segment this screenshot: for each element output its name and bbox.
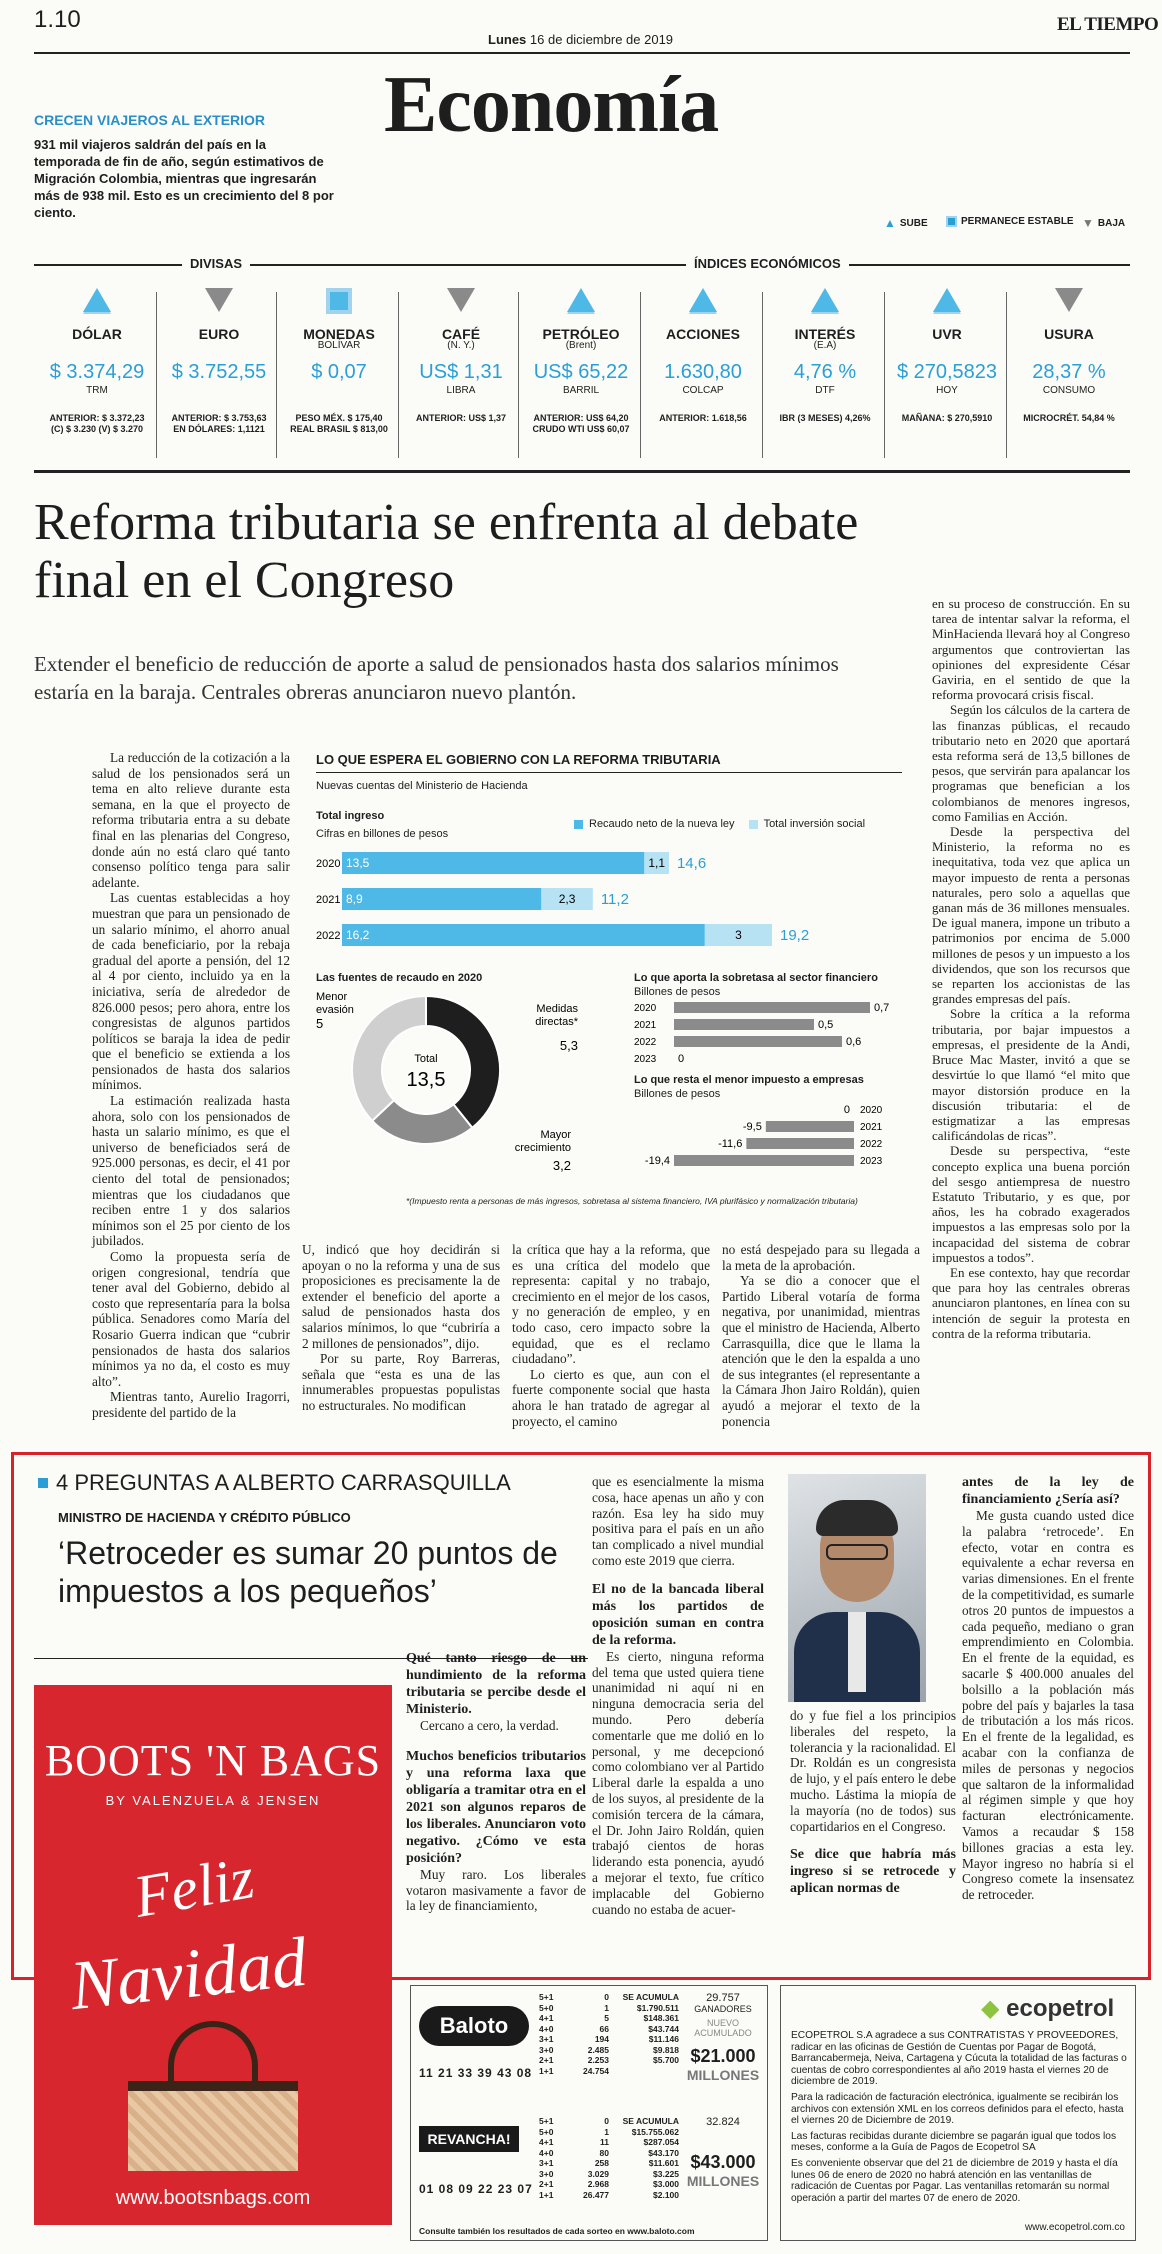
indicator-value: $ 270,5823: [896, 361, 998, 383]
lottery-row: [539, 2013, 679, 2024]
bar-bank-surcharge: [674, 1019, 814, 1030]
article-paragraph: Como la propuesta sería de origen congresional, tendría que tener aval del Gobierno, debido al costo que representaría para la bolsa pública. Senadores como María del Rosario Guerra indican que “cubrir pensionados de hasta dos salarios mínimos ya no da, el costo es muy alto”.: [92, 1249, 290, 1389]
bar-value-label: 16,2: [346, 928, 370, 942]
bar-total-label: 19,2: [780, 927, 810, 944]
page-date: Lunes 16 de diciembre de 2019: [488, 32, 674, 47]
indicator-dólar: [36, 288, 158, 435]
indicator-name: INTERÉS: [794, 326, 856, 342]
bar-company-tax: [746, 1138, 854, 1149]
indicator-café: [400, 288, 522, 424]
pie-slice-value: 5,3: [559, 1038, 578, 1053]
bar-value-label: -9,5: [742, 1121, 762, 1133]
lottery-cell: 1: [604, 2002, 609, 2013]
indicator-value: 1.630,80: [664, 361, 742, 383]
indicator-name: DÓLAR: [72, 326, 122, 342]
indicator-unit: [158, 385, 280, 399]
indicator-acciones: [642, 288, 764, 424]
indicator-interés: [764, 288, 886, 424]
bar-value-label: 0,6: [846, 1036, 862, 1048]
indicator-previous-2: REAL BRASIL $ 813,00: [290, 424, 388, 434]
ad-url[interactable]: www.bootsnbags.com: [115, 2187, 311, 2209]
revancha-winners: 32.824: [706, 2116, 740, 2128]
baloto-logo: Baloto: [419, 2006, 529, 2046]
bar-bank-surcharge: [674, 1002, 870, 1013]
section-title: Economía: [384, 61, 719, 149]
company-chart-title: Lo que resta el menor impuesto a empresas: [634, 1074, 864, 1086]
pie-slice-name: Medidas: [536, 1003, 578, 1015]
pie-slice-name-2: crecimiento: [514, 1142, 571, 1154]
bank-bar-chart: [634, 1000, 902, 1070]
article-col-2: [302, 1242, 500, 1414]
bar-value-label: 13,5: [346, 856, 370, 870]
interview-answer: que es esencialmente la misma cosa, hace apenas un año y con razón. Esa ley ha sido muy positiva para el país en un año tan complicado a nivel mundial como este 2019 que cierra.: [592, 1474, 764, 1568]
baloto-jackpot: [683, 1992, 763, 2083]
lottery-cell: 5+0: [539, 2002, 554, 2013]
bank-chart-title: Lo que aporta la sobretasa al sector financiero: [634, 972, 878, 984]
pie-slice-name-2: evasión: [316, 1004, 354, 1016]
bar-value-label: 0,7: [874, 1002, 890, 1014]
baloto-ad: [410, 1985, 768, 2241]
baloto-acum-label: NUEVO ACUMULADO: [694, 2018, 752, 2038]
lottery-row: [539, 2055, 679, 2066]
indicator-petróleo: [520, 288, 642, 435]
lottery-cell: $15.755.062: [631, 2126, 679, 2137]
lottery-cell: 2.485: [587, 2044, 609, 2055]
lottery-cell: 3+1: [539, 2034, 554, 2044]
lottery-row: [539, 2003, 679, 2014]
lottery-row: [539, 2148, 679, 2159]
indicator-unit: CONSUMO: [1042, 385, 1096, 396]
chart-title: LO QUE ESPERA EL GOBIERNO CON LA REFORMA TRIBUTARIA: [316, 752, 721, 767]
lottery-cell: $2.100: [653, 2189, 679, 2200]
lottery-cell: $11.146: [648, 2034, 679, 2044]
bar-category-label: 2023: [860, 1156, 883, 1167]
bar-total-label: 11,2: [600, 891, 629, 908]
bar-value-label: 3: [735, 928, 742, 942]
bar-category-label: 2020: [316, 858, 341, 870]
minister-photo: [788, 1474, 926, 1702]
article-paragraph: La reducción de la cotización a la salud de los pensionados será un tema en alto relieve durante esta semana, en la que el proyecto de reforma tributaria entra a su debate final en las plenarias del Congreso, donde aún no está claro qué tanto consenso político tenga para salir adelante.: [92, 750, 290, 890]
lottery-cell: 3+0: [539, 2044, 554, 2055]
interview-col-2: [592, 1474, 764, 1917]
interview-answer: do y fue fiel a los principios liberales del respeto, la tolerancia y la racionalidad. El Dr. Roldán es un congresista de lujo, y el país entero le debe mucho. Lástima la miopía de la mayoría (no de todos) sus copartidarios en el Congreso.: [790, 1708, 956, 1834]
interview-col-3: [790, 1708, 956, 1897]
lottery-cell: 2+1: [539, 2055, 554, 2065]
lottery-row: [539, 2137, 679, 2148]
indicator-unit: TRM: [86, 385, 108, 396]
indicator-name: PETRÓLEO: [542, 326, 620, 342]
stable-square-icon: [946, 216, 957, 227]
lottery-cell: 5: [604, 2013, 609, 2023]
up-arrow-icon: [933, 288, 961, 312]
boots-n-bags-ad[interactable]: [34, 1685, 392, 2225]
bar-category-label: 2022: [860, 1139, 883, 1150]
square-bullet-icon: [38, 1478, 48, 1488]
currencies-header: DIVISAS: [182, 256, 250, 271]
handbag-image: [128, 2021, 298, 2171]
indicator-previous: ANTERIOR: US$ 64,20: [533, 413, 629, 423]
bar-net-revenue: [342, 852, 644, 874]
bar-value-label: 0,5: [818, 1019, 834, 1031]
revancha-jackpot: [683, 2116, 763, 2189]
ecopetrol-text: [791, 2030, 1127, 2204]
lottery-cell: $43.170: [648, 2147, 679, 2158]
interview-question: Se dice que habría más ingreso si se retrocede y aplican normas de: [790, 1847, 956, 1897]
ecopetrol-logo: ◆ ecopetrol: [981, 1995, 1115, 2022]
article-paragraph: Las cuentas establecidas a hoy muestran que para un pensionado de un salario mínimo, el ahorro anual de cada beneficiario, por la rebaja gradual del aporte a pensión, del 12 al 4 por ciento, incluido ya en la iniciativa, sería de alrededor de 826.000 pesos; pero ahora, entre los congresistas de algunos partidos políticos se baraja la idea de pedir que el beneficio se extienda a los pensionados de hasta dos salarios mínimos.: [92, 890, 290, 1093]
lottery-cell: 66: [599, 2023, 609, 2034]
article-paragraph: Según los cálculos de la cartera de las finanzas públicas, el recaudo tributario neto en 2020 que aportará esta reforma será de 13,5 billones de pesos, que servirán para apalancar los programas que benefician a los colombianos de menores ingresos, como Familias en Acción.: [932, 702, 1130, 824]
lottery-cell: 1: [604, 2126, 609, 2137]
indicator-previous: ANTERIOR: 1.618,56: [659, 413, 747, 423]
lottery-cell: 4+0: [539, 2023, 554, 2034]
lottery-cell: $287.054: [643, 2137, 679, 2147]
lottery-cell: $148.361: [643, 2013, 679, 2023]
lottery-row: [539, 2116, 679, 2127]
baloto-winners-label: GANADORES: [694, 2004, 752, 2014]
indicator-unit: BARRIL: [562, 385, 600, 396]
lottery-cell: 4+0: [539, 2147, 554, 2158]
stable-square-icon: [326, 288, 352, 314]
bar-company-tax: [674, 1155, 854, 1166]
lottery-row: [539, 1992, 679, 2003]
bar-value-label: 0: [678, 1053, 685, 1065]
ad-greeting-2: Navidad: [66, 1923, 311, 2026]
bar-category-label: 2023: [634, 1054, 657, 1065]
article-paragraph: U, indicó que hoy decidirán si apoyan o no la reforma y una de sus proposiciones es precisamente la de extender el beneficio del aporte a salud de pensionados hasta dos salarios mínimos, lo que “cubriría a 2 millones de pensionados”, dijo.: [302, 1242, 500, 1351]
chart-legend: [574, 818, 865, 830]
indicator-usura: [1008, 288, 1130, 424]
pie-slice-value: 3,2: [552, 1158, 571, 1173]
lottery-row: [539, 2024, 679, 2035]
indicator-value: 28,37 %: [1032, 361, 1106, 383]
indicator-name: CAFÉ: [441, 326, 481, 342]
article-paragraph: Desde la perspectiva del Ministerio, la reforma no es inequitativa, toda vez que aplica un mayor impuesto de renta a personas naturales, pero solo a aquellas que ganan más de 36 millones mensuales. De igual manera, impone un tributo a patrimonios por encima de 5.000 millones de pesos y un impuesto a los dividendos, que son los recursos que se reparten los accionistas de las grandes empresas del país.: [932, 824, 1130, 1007]
newspaper-name: EL TIEMPO: [1057, 14, 1159, 35]
lottery-cell: $11.601: [648, 2158, 679, 2168]
lottery-cell: $3.225: [653, 2168, 679, 2179]
legend-entry: Recaudo neto de la nueva ley: [589, 818, 735, 830]
indicator-value: $ 3.374,29: [49, 361, 145, 383]
pie-title: Las fuentes de recaudo en 2020: [316, 972, 483, 984]
lottery-cell: [609, 2066, 679, 2077]
bar-value-label: 1,1: [648, 856, 666, 870]
revancha-logo: REVANCHA!: [419, 2126, 519, 2152]
lottery-cell: $1.790.511: [636, 2002, 679, 2013]
bar-category-label: 2020: [860, 1105, 883, 1116]
article-paragraph: Ya se dio a conocer que el Partido Liberal votaría de forma negativa, por unanimidad, mientras que el ministro de Hacienda, Alberto Carrasquilla, dice que le llama la atención que le den la espalda a uno de sus integrantes (el representante a la Cámara Jhon Jairo Roldán), quien ayudó a mejorar el texto de la ponencia: [722, 1273, 920, 1429]
lottery-cell: SE ACUMULA: [622, 1992, 679, 2002]
lottery-cell: 2+1: [539, 2179, 554, 2189]
down-arrow-icon: ▼: [1082, 216, 1094, 230]
bar-total-label: 14,6: [676, 855, 707, 872]
baloto-numbers: 11 21 33 39 43 08: [419, 2066, 533, 2080]
indicator-euro: [158, 288, 280, 435]
ecopetrol-iguana-icon: ◆: [981, 1995, 1000, 2022]
indicator-unit: DTF: [815, 385, 835, 396]
lottery-row: [539, 2127, 679, 2138]
indicator-name: EURO: [198, 326, 240, 342]
lottery-row: [539, 2045, 679, 2056]
pie-slice-name: Menor: [316, 991, 348, 1003]
pie-chart: [316, 988, 596, 1176]
bar-value-label: 8,9: [346, 892, 363, 906]
indicator-previous: IBR (3 MESES) 4,26%: [779, 413, 871, 423]
pie-slice-name: Mayor: [540, 1129, 571, 1141]
indicator-name: USURA: [1044, 326, 1094, 342]
indicator-value: $ 3.752,55: [171, 361, 267, 383]
lottery-row: [539, 2169, 679, 2180]
lottery-cell: SE ACUMULA: [622, 2116, 679, 2126]
interview-answer: Me gusta cuando usted dice la palabra ‘retrocede’. En efecto, votar en contra es equivalente a echar reversa en varias dimensiones. En el frente de la competitividad, es sumarle otros 20 puntos de impuestos a cada pequeño, mediano o gran emprendimiento en Colombia. En el frente de la equidad, es sacarle $ 400.000 anuales del bolsillo a la población más pobre del país y bajarles la tasa de tributación a los más ricos. En el frente de la legalidad, es acabar con la confianza de miles de personas y negocios que saltaron de la informalidad al régimen simple y que hoy facturan electrónicamente. Vamos a recaudar $ 158 billones gracias a esta ley. Mayor ingreso no habría si el Congreso comete la insensatez de retroceder.: [962, 1508, 1134, 1903]
article-paragraph: La estimación realizada hasta ahora, solo con los pensionados de hasta un salario mínimo, es que el universo de beneficiados será de 925.000 personas, es decir, el 41 por ciento del total de pensionados; mientras que los ciudadanos que reciben entre 1 y dos salarios mínimos son el 25 por ciento de los jubilados.: [92, 1093, 290, 1249]
indicator-sub: (N. Y.): [447, 340, 475, 351]
indicator-sub: (E.A): [813, 340, 837, 351]
revancha-millones: MILLONES: [686, 2173, 760, 2189]
bar-category-label: 2022: [316, 930, 341, 942]
chart-subtitle: Nuevas cuentas del Ministerio de Hacienda: [316, 780, 528, 792]
indicator-sub: (Brent): [565, 340, 597, 351]
article-paragraph: no está despejado para su llegada a la meta de la aprobación.: [722, 1242, 920, 1273]
lottery-cell: 11: [600, 2137, 609, 2147]
lottery-cell: 2.968: [587, 2179, 609, 2189]
bar-bank-surcharge: [674, 1036, 842, 1047]
revancha-numbers: 01 08 09 22 23 07: [419, 2182, 533, 2196]
ad-greeting-1: Feliz: [129, 1844, 259, 1930]
revancha-acum: $43.000: [690, 2152, 756, 2172]
article-paragraph: Sobre la crítica a la reforma tributaria, por bajar impuestos a empresas, el presidente de la Andi, Bruce Mac Master, invitó a que se desvirtúe lo que llamó “el mito que mayor distorsión produce en la discusión tributaria: el de estigmatizar a las empresas calificándolas de ricas”.: [932, 1006, 1130, 1144]
indicator-unit: COLCAP: [682, 385, 724, 396]
ecopetrol-ad: [780, 1985, 1136, 2241]
indicator-value: 4,76 %: [793, 361, 857, 383]
bar-category-label: 2021: [634, 1020, 657, 1031]
lottery-cell: $3.000: [653, 2179, 679, 2189]
lottery-cell: 1+1: [539, 2065, 554, 2076]
indicator-previous: ANTERIOR: $ 3.372,23: [49, 413, 145, 423]
interview-question: antes de la ley de financiamiento ¿Sería así?: [962, 1475, 1134, 1507]
indicator-previous-2: (C) $ 3.230 (V) $ 3.270: [50, 424, 144, 434]
bar-company-tax: [766, 1121, 854, 1132]
legend-down: ▼ BAJA: [1082, 216, 1126, 230]
lottery-row: [539, 2034, 679, 2045]
legend-swatch: [749, 820, 758, 829]
article-col-1: [92, 750, 290, 1421]
baloto-footer: Consulte también los resultados de cada sorteo en www.baloto.com: [419, 2226, 695, 2236]
lottery-cell: 194: [594, 2034, 609, 2044]
legend-stable: PERMANECE ESTABLE: [946, 216, 1074, 227]
bar-category-label: 2022: [634, 1037, 657, 1048]
bar-value-label: -11,6: [718, 1138, 743, 1150]
ecopetrol-paragraph: Es conveniente observar que del 21 de diciembre de 2019 y hasta el día lunes 06 de enero de 2020 no habrá atención en las ventanillas de radicación de Cuentas por Pagar. Las ventanillas retomarán su normal operación a partir del martes 07 de enero de 2020.: [791, 2157, 1118, 2204]
article-paragraph: En ese contexto, hay que recordar que para hoy las centrales obreras anunciaron plantones, en línea con su intención de seguir la protesta en contra de la reforma tributaria.: [932, 1264, 1130, 1341]
interview-answer: Muy raro. Los liberales votaron masivamente a favor de la ley de financiamiento,: [406, 1866, 586, 1914]
legend-swatch: [574, 820, 583, 829]
indicator-previous-2: CRUDO WTI US$ 60,07: [532, 424, 630, 434]
legend-entry: Total inversión social: [763, 818, 866, 830]
lottery-cell: 258: [594, 2158, 609, 2168]
article-col-3: [512, 1242, 710, 1429]
chart-footnote: *(Impuesto renta a personas de más ingresos, sobretasa al sistema financiero, IVA plurifásico y normalización tributaria): [406, 1196, 858, 1206]
baloto-acum: $21.000: [690, 2046, 756, 2066]
indicator-value: US$ 65,22: [533, 361, 629, 383]
lottery-cell: $43.744: [648, 2023, 679, 2034]
interview-question: Muchos beneficios tributarios y una reforma laxa que obligaría a tramitar otra en el 2021 son algunos reparos de los liberales. Anunciaron voto negativo. ¿Cómo ve esta posición?: [406, 1748, 586, 1866]
ecopetrol-paragraph: ECOPETROL S.A agradece a sus CONTRATISTAS Y PROVEEDORES, radicar en las oficinas de Gestión de Cuentas por Pagar de Bogotá, Barrancabermeja, Neiva, Cartagena y Cúcuta la totalidad de las facturas o cuentas de cobro correspondientes al año 2019 hasta el viernes 20 de diciembre de 2019.: [791, 2030, 1127, 2088]
article-paragraph: Desde su perspectiva, “este concepto explica una buena porción del sesgo antiempresa de nuestro Estatuto Tributario, y es que, por años, les ha cobrado exagerados impuestos a las empresas solo por la incapacidad del sistema de cobrar impuestos a todos”.: [932, 1143, 1130, 1265]
bank-chart-units: Billones de pesos: [634, 986, 721, 998]
lottery-row: [539, 2066, 679, 2077]
company-chart-units: Billones de pesos: [634, 1088, 721, 1100]
indicator-value: $ 0,07: [311, 361, 367, 383]
up-arrow-icon: [689, 288, 717, 312]
indicator-name: MONEDAS: [303, 326, 375, 342]
indicator-previous: PESO MÉX. $ 175,40: [295, 413, 383, 423]
pie-slice-name-2: directas*: [535, 1016, 578, 1028]
lottery-row: [539, 2190, 679, 2201]
ecopetrol-paragraph: Para la radicación de facturación electrónica, igualmente se recibirán los archivos con extensión XML en los correos definidos para el efecto, hasta el viernes 20 de Diciembre de 2019.: [791, 2091, 1124, 2127]
article-col-4: [722, 1242, 920, 1429]
interview-answer: Cercano a cero, la verdad.: [420, 1718, 559, 1733]
article-paragraph: Por su parte, Roy Barreras, señala que “esta es una de las innumerables propuestas populistas no estructurales. No modifican: [302, 1351, 500, 1413]
lottery-cell: 4+1: [539, 2013, 554, 2023]
indicator-previous: ANTERIOR: $ 3.753,63: [171, 413, 267, 423]
indicator-previous-2: EN DÓLARES: 1,1121: [173, 424, 265, 434]
lottery-cell: 3+1: [539, 2158, 554, 2168]
lottery-cell: 2.253: [587, 2055, 609, 2065]
lottery-cell: $5.700: [653, 2055, 679, 2065]
ecopetrol-paragraph: Las facturas recibidas durante diciembre se pagarán igual que todos los meses, conforme a la Guía de Pagos de Ecopetrol SA: [791, 2130, 1117, 2154]
interview-title: ‘Retroceder es sumar 20 puntos de impuestos a los pequeños’: [58, 1535, 558, 1609]
ad-byline: BY VALENZUELA & JENSEN: [105, 1793, 321, 1808]
lottery-cell: 5+0: [539, 2126, 554, 2137]
down-arrow-icon: [1055, 288, 1083, 312]
lottery-cell: 0: [604, 1992, 609, 2002]
bar-category-label: 2020: [634, 1003, 657, 1014]
indicator-monedas: [278, 288, 400, 435]
pie-slice-value: 5: [316, 1016, 324, 1031]
indicator-name: UVR: [932, 326, 962, 342]
down-arrow-icon: [205, 288, 233, 312]
indicator-uvr: [886, 288, 1008, 424]
indicator-previous: ANTERIOR: US$ 1,37: [415, 413, 507, 423]
indices-header: ÍNDICES ECONÓMICOS: [686, 256, 849, 271]
article-paragraph: la crítica que hay a la reforma, que es una crítica del modelo que representa: capital y no trabajo, crecimiento en el mejor de los casos, y no generación de empleo, y en todo caso, cero impacto sobre la equidad, que es el reclamo ciudadano”.: [512, 1242, 710, 1367]
baloto-millones: MILLONES: [686, 2067, 760, 2083]
down-arrow-icon: [447, 288, 475, 312]
lottery-cell: 4+1: [539, 2137, 554, 2147]
baloto-winners: 29.757: [706, 1992, 740, 2004]
page-number: 1.10: [34, 6, 81, 33]
interview-answer: Es cierto, ninguna reforma del tema que usted quiera tiene unanimidad ni aquí ni en ninguna democracia seria del mundo. Pero debería comentarle que me dolió en lo personal, y me decepcionó como colombiano ver al Partido Liberal darle la espalda a uno de los suyos, al presidente de la comisión tercera de la cámara, el Dr. John Jairo Roldán, quien trabajó cientos de horas liderando esta ponencia, ayudó a mejorar el texto, fue crítico implacable del Gobierno cuando no estaba de acuer-: [592, 1648, 764, 1917]
revenue-bar-chart: [316, 846, 902, 956]
article-headline: Reforma tributaria se enfrenta al debate final en el Congreso: [34, 494, 859, 609]
lottery-row: [539, 2158, 679, 2169]
lottery-cell: 5+1: [539, 2116, 554, 2126]
up-arrow-icon: ▲: [884, 216, 896, 230]
lottery-cell: 26.477: [583, 2189, 609, 2200]
baloto-results-table: [539, 1992, 679, 2076]
interview-question: El no de la bancada liberal más los partidos de oposición suman en contra de la reforma.: [592, 1581, 764, 1648]
bar-value-label: -19,4: [644, 1155, 670, 1167]
infographic: [316, 752, 902, 1212]
lottery-cell: 3+0: [539, 2168, 554, 2179]
legend-up: ▲ SUBE: [884, 216, 928, 230]
bar-net-revenue: [342, 888, 541, 910]
article-paragraph: Lo cierto es que, aun con el fuerte componente social que hasta ahora le han tratado de agregar al proyecto, el camino: [512, 1366, 710, 1429]
bar-value-label: 2,3: [558, 892, 576, 906]
indicator-name: ACCIONES: [666, 326, 740, 342]
brief-headline: CRECEN VIAJEROS AL EXTERIOR: [34, 112, 266, 128]
lottery-cell: 5+1: [539, 1992, 554, 2002]
lottery-cell: 24.754: [583, 2065, 609, 2076]
chart-caption: Total ingreso: [316, 810, 385, 822]
bar-category-label: 2021: [860, 1122, 883, 1133]
lottery-row: [539, 2179, 679, 2190]
lottery-cell: 80: [599, 2147, 609, 2158]
lottery-cell: 1+1: [539, 2189, 554, 2200]
revancha-results-table: [539, 2116, 679, 2200]
bar-category-label: 2021: [316, 894, 341, 906]
lottery-cell: 3.029: [587, 2168, 609, 2179]
article-paragraph: en su proceso de construcción. En su tarea de intentar salvar la reforma, el MinHacienda llevará hoy al Congreso argumentos que controviertan las opiniones del expresidente César Gaviria, en el sentido de que la reforma provocará crisis fiscal.: [932, 596, 1130, 703]
article-col-5: [932, 596, 1130, 1341]
chart-units: Cifras en billones de pesos: [316, 828, 449, 840]
brief-text: 931 mil viajeros saldrán del país en la temporada de fin de año, según estimativos de Migración Colombia, mientras que ingresarán más de 938 mil. Esto es un crecimiento del 8 por ciento.: [34, 137, 334, 220]
interview-role: MINISTRO DE HACIENDA Y CRÉDITO PÚBLICO: [58, 1510, 351, 1525]
article-paragraph: Mientras tanto, Aurelio Iragorri, presidente del partido de la: [92, 1389, 290, 1420]
indicator-unit: HOY: [936, 385, 958, 396]
indicator-value: US$ 1,31: [419, 361, 503, 383]
indicator-unit: LIBRA: [446, 385, 476, 396]
pie-center-label: Total: [414, 1053, 438, 1065]
interview-col-1: [406, 1644, 586, 1914]
company-bar-chart: [634, 1102, 902, 1172]
article-deck: Extender el beneficio de reducción de aporte a salud de pensionados hasta dos salarios mínimos estaría en la baraja. Centrales obreras anunciaron nuevo plantón.: [34, 652, 839, 704]
ad-brand: BOOTS 'N BAGS: [44, 1736, 382, 1785]
indicator-previous: MAÑANA: $ 270,5910: [901, 413, 993, 423]
up-arrow-icon: [567, 288, 595, 312]
lottery-cell: 0: [604, 2116, 609, 2126]
indicator-sub: BOLÍVAR: [317, 340, 361, 351]
up-arrow-icon: [83, 288, 111, 312]
interview-col-4: [962, 1474, 1134, 1903]
interview-question: Qué tanto riesgo de un hundimiento de la reforma tributaria se percibe desde el Ministerio.: [406, 1651, 586, 1717]
lottery-cell: $9.818: [653, 2044, 679, 2055]
up-arrow-icon: [811, 288, 839, 312]
ecopetrol-url[interactable]: www.ecopetrol.com.co: [1024, 2222, 1125, 2233]
bar-net-revenue: [342, 924, 705, 946]
indicator-previous: MICROCRÉT. 54,84 %: [1023, 413, 1115, 423]
indicator-unit: [278, 385, 400, 399]
bar-value-label: 0: [843, 1104, 850, 1116]
pie-center-value: 13,5: [406, 1069, 446, 1091]
interview-kicker: 4 PREGUNTAS A ALBERTO CARRASQUILLA: [38, 1470, 511, 1496]
